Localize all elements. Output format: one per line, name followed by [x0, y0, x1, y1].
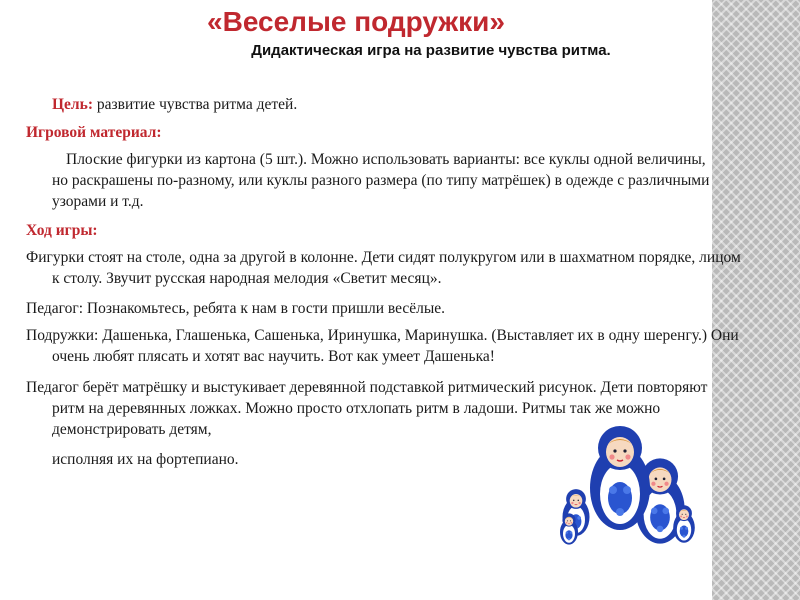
progress-paragraph-1: Фигурки стоят на столе, одна за другой в колонне. Дети сидят полукругом или в шахматном порядке, лицом к столу. Звучит русская народная мелодия «Светит месяц».	[26, 249, 741, 287]
slide-title: «Веселые подружки»	[207, 6, 505, 37]
material-heading: Игровой материал:	[26, 124, 162, 141]
large-doll	[590, 426, 650, 530]
progress-heading: Ход игры:	[26, 222, 98, 239]
matryoshka-dolls-illustration	[556, 424, 702, 546]
progress-paragraph-3: Подружки: Дашенька, Глашенька, Сашенька, Иринушка, Маринушка. (Выставляет их в одну шеренгу.) Они очень любят плясать и хотят вас научить. Вот как умеет Дашенька!	[26, 327, 739, 365]
progress-paragraph-5: исполняя их на фортепиано.	[52, 451, 239, 468]
slide-subtitle: Дидактическая игра на развитие чувства ритма.	[251, 42, 611, 59]
tiny-doll-left	[560, 513, 578, 544]
small-doll-right	[673, 505, 695, 542]
material-text-body: Плоские фигурки из картона (5 шт.). Можно использовать варианты: все куклы одной величины, но раскрашены по-разному, или куклы разного размера (по типу матрёшек) в одежде с различными узорами и т.д.	[52, 151, 710, 210]
goal-label: Цель:	[52, 96, 93, 113]
goal-line	[52, 94, 742, 115]
goal-text: развитие чувства ритма детей.	[93, 96, 298, 113]
progress-paragraph-4: Педагог берёт матрёшку и выстукивает деревянной подставкой ритмический рисунок. Дети повторяют ритм на деревянных ложках. Можно просто отхлопать ритм в ладоши. Ритмы так же можно демонстрировать детям,	[26, 379, 708, 438]
material-text	[52, 149, 716, 212]
progress-paragraph-2: Педагог: Познакомьтесь, ребята к нам в гости пришли весёлые.	[26, 300, 446, 317]
